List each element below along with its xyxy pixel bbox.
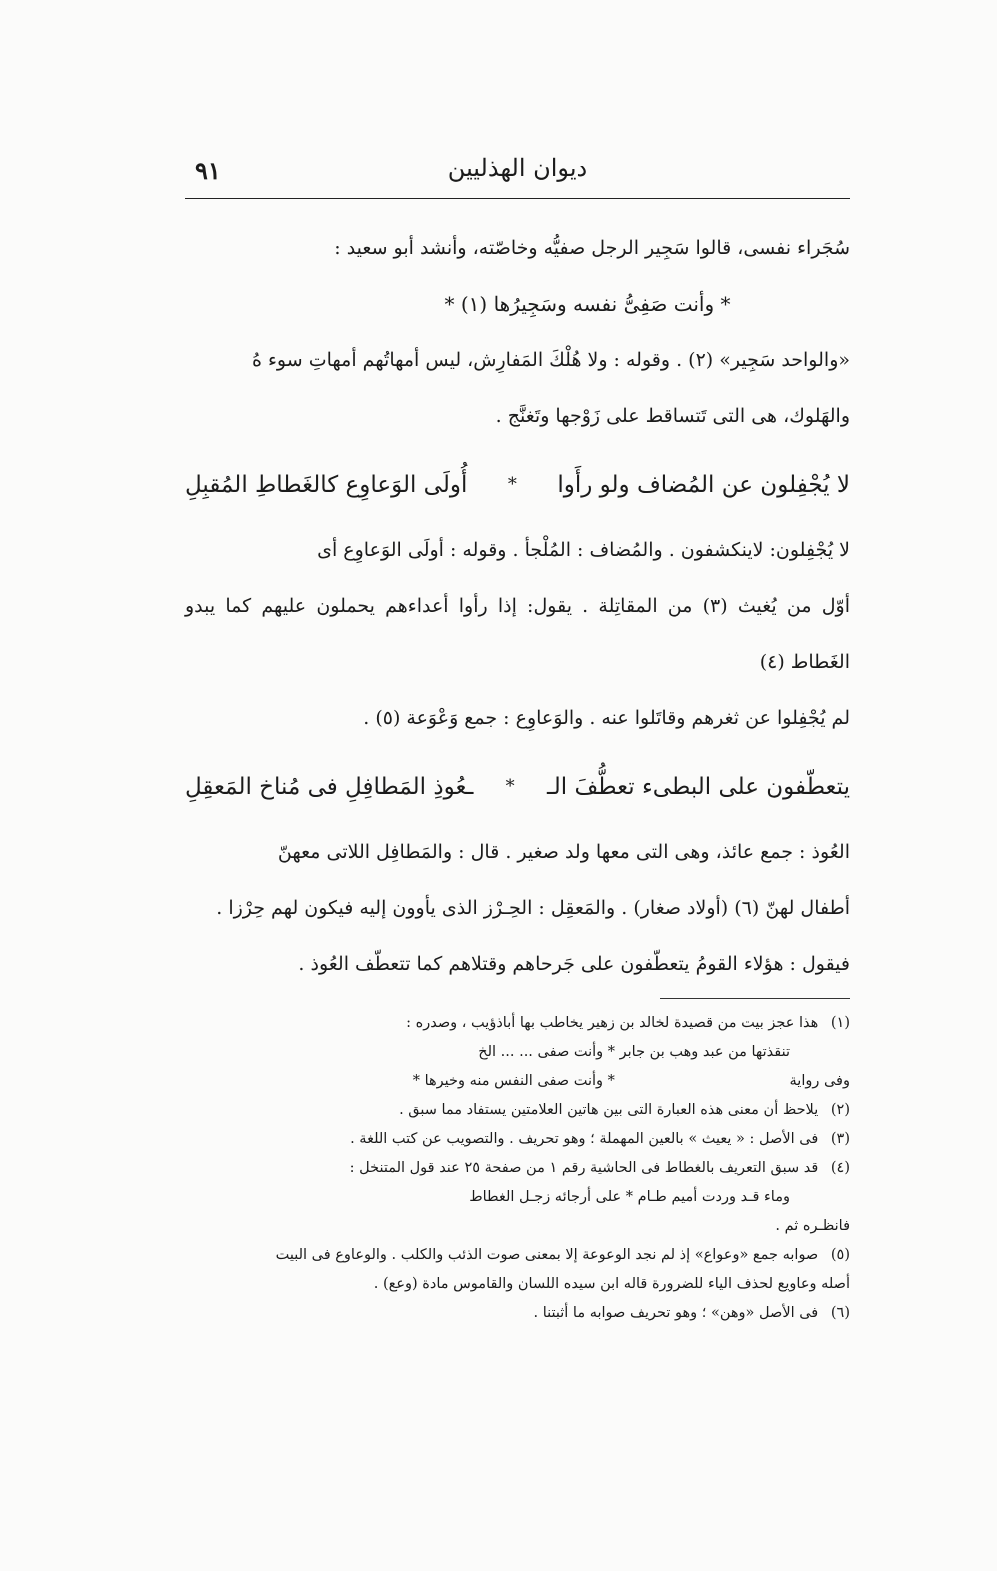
footnote-4-tail: فانظـره ثم . [775, 1218, 850, 1234]
paragraph-3-line-2: أوّل من يُغيث (٣) من المقاتِلة . يقول: إذا رأوا أعداءهم يحملون عليهم كما يبدو الغَطاط (٤) [185, 595, 850, 673]
footnote-divider [660, 998, 850, 999]
paragraph-3-line-1: لا يُجْفِلون: لاينكشفون . والمُضاف : المُلْجأ . وقوله : أولَى الوَعاوِع أى [317, 539, 850, 561]
paragraph-3-line-3: لم يُجْفِلوا عن ثغرهم وقاتَلوا عنه . والوَعاوِع : جمع وَعْوَعة (٥) . [363, 707, 850, 729]
footnote-1 [185, 1009, 850, 1038]
verse-separator-star: * [507, 474, 517, 495]
footnote-number: (١) [830, 1015, 850, 1031]
verse-separator-star: * [505, 776, 515, 797]
footnote-text: يلاحظ أن معنى هذه العبارة التى بين هاتين العلامتين يستفاد مما سبق . [399, 1102, 819, 1118]
footnote-text: فى الأصل : « يعيث » بالعين المهملة ؛ وهو تحريف . والتصويب عن كتب اللغة . [350, 1131, 819, 1147]
footnote-3 [185, 1125, 850, 1154]
poem-verse-1 [185, 454, 850, 516]
footnote-number: (٣) [830, 1131, 850, 1147]
paragraph-1: سُجَراء نفسى، قالوا سَجِير الرجل صفيُّه وخاصّته، وأنشد أبو سعيد : [334, 237, 850, 259]
footnote-number: (٢) [830, 1102, 850, 1118]
footnote-4 [185, 1154, 850, 1183]
footnote-6 [185, 1299, 850, 1328]
footnote-2 [185, 1096, 850, 1125]
running-title: ديوان الهذليين [447, 154, 588, 182]
poem-verse-2 [185, 756, 850, 818]
footnote-5 [185, 1241, 850, 1270]
footnote-number: (٤) [830, 1160, 850, 1176]
verse-quote: * وأنت صَفِىُّ نفسه وسَجِيرُها (١) * [444, 292, 731, 316]
poem-verse-1-first-hemistich: لا يُجْفِلون عن المُضاف ولو رأَوا [557, 472, 850, 498]
paragraph-2-line-2: والهَلوك، هى التى تَتساقط على زَوْجها وتَغنَّج . [495, 405, 850, 427]
poem-verse-2-first-hemistich: يتعطّفون على البطىء تعطُّفَ الـ [547, 774, 850, 800]
footnote-text: فى الأصل «وهن» ؛ وهو تحريف صوابه ما أثبتنا . [533, 1305, 819, 1321]
footnote-text: صوابه جمع «وعواع» إذ لم نجد الوعوعة إلا بمعنى صوت الذئب والكلب . والوعاوع فى البيت [275, 1247, 819, 1263]
footnote-1-variant [185, 1067, 850, 1096]
paragraph-4-line-1: العُوذ : جمع عائذ، وهى التى معها ولد صغير . قال : والمَطافِل اللاتى معهنّ [277, 841, 850, 863]
poem-verse-2-second-hemistich: ـعُوذِ المَطافِلِ فى مُناخ المَعقِلِ [185, 774, 474, 800]
paragraph-4-line-3: فيقول : هؤلاء القومُ يتعطّفون على جَرحاهم وقتلاهم كما تتعطّف العُوذ . [298, 953, 850, 975]
paragraph-2-line-1: «والواحد سَجِير» (٢) . وقوله : ولا هُلْكَ المَفارِش، ليس أمهاتُهم أمهاتِ سوء هُ [252, 349, 850, 371]
footnote-4-quote: وماء قـد وردت أميم طـام * على أرجائه زجـل الغطاط [469, 1189, 790, 1205]
footnote-5-continuation: أصله وعاويع لحذف الياء للضرورة قاله ابن سيده اللسان والقاموس مادة (وعع) . [373, 1276, 850, 1292]
footnote-number: (٦) [830, 1305, 850, 1321]
paragraph-4-line-2: أطفال لهنّ (٦) (أولاد صغار) . والمَعقِل : الحِـرْز الذى يأوون إليه فيكون لهم حِرْزا . [216, 897, 850, 919]
book-page [185, 150, 850, 1328]
footnotes [185, 1009, 850, 1328]
footnote-variant-label: وفى رواية [789, 1073, 850, 1089]
page-header [185, 150, 850, 200]
footnote-text: هذا عجز بيت من قصيدة لخالد بن زهير يخاطب بها أباذؤيب ، وصدره : [406, 1015, 819, 1031]
footnote-number: (٥) [830, 1247, 850, 1263]
poem-verse-1-second-hemistich: أُولَى الوَعاوِع كالغَطاطِ المُقبِلِ [185, 472, 468, 498]
footnote-1-quote: تنقذتها من عبد وهب بن جابر * وأنت صفى ... ... الخ [478, 1044, 790, 1060]
header-divider [185, 198, 850, 199]
footnote-text: قد سبق التعريف بالغطاط فى الحاشية رقم ١ من صفحة ٢٥ عند قول المتنخل : [349, 1160, 819, 1176]
footnote-variant-text: * وأنت صفى النفس منه وخيرها * [412, 1073, 615, 1089]
page-number: ٩١ [195, 156, 221, 185]
